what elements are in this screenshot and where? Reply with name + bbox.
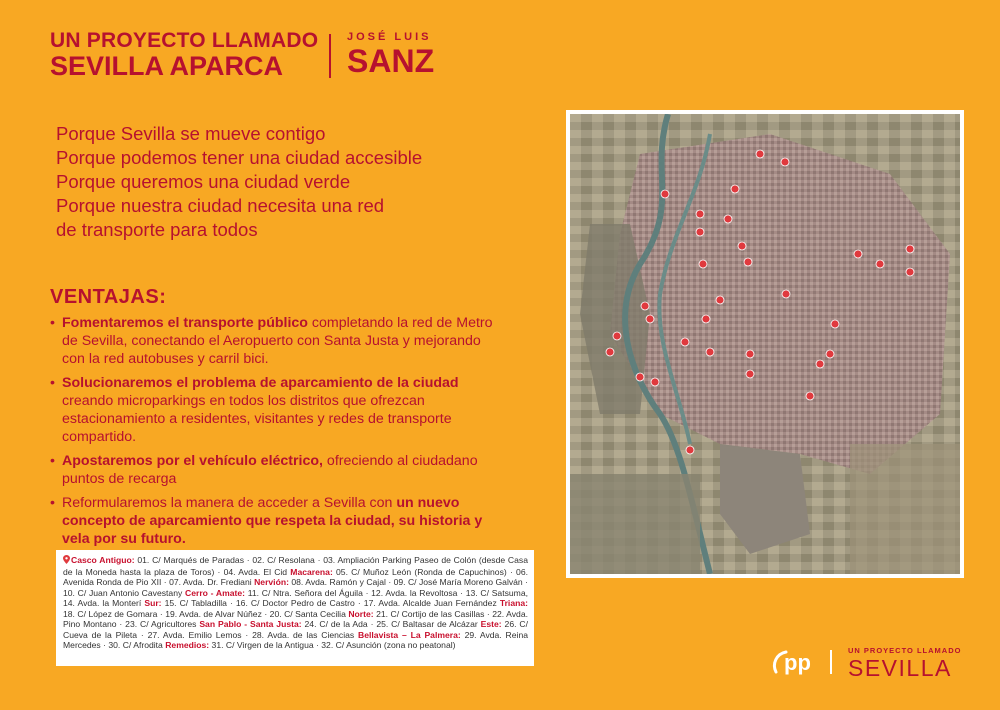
candidate-first-name: JOSÉ LUIS <box>347 31 432 43</box>
tagline-line: de transporte para todos <box>56 219 258 240</box>
district-addresses: 05. C/ Muñoz León (Ronda de Capuchinos) · 06. Avenida Ronda de Pio XII · 07. Avda. Dr. Frediani <box>63 566 528 587</box>
tagline-line: Porque podemos tener una ciudad accesible <box>56 147 423 168</box>
tagline-line: Porque Sevilla se mueve contigo <box>56 123 326 144</box>
ventajas-item-bold: Apostaremos por el vehículo eléctrico, <box>62 453 323 469</box>
district-label: Norte: <box>348 608 374 619</box>
ventajas-item-text: completando la red de Metro de Sevilla, conectando el Aeropuerto con Santa Justa y mejorando con la red autobuses y carril bici. <box>62 315 493 367</box>
ventajas-item: • Solucionaremos el problema de aparcamiento de la ciudad creando microparkings en todos los distritos que ofrezcan estacionamiento a residentes, visitantes y redes de transporte compartido. <box>50 375 459 445</box>
candidate-name <box>347 30 434 78</box>
district-addresses: 21. C/ Cortijo de las Casillas · 22. Avda. Pino Montano · 23. C/ Agricultores <box>63 608 528 629</box>
ventajas-item-text: Reformularemos la manera de acceder a Sevilla con <box>62 495 397 511</box>
district-addresses: 24. C/ de la Ada · 25. C/ Baltasar de Alcázar <box>301 619 481 629</box>
ventajas-item-bold: Fomentaremos el transporte público <box>62 315 308 331</box>
district-label: Remedios: <box>165 640 210 650</box>
district-label: Nervión: <box>254 577 289 587</box>
ventajas-item-text: creando microparkings en todos los distritos que ofrezcan estacionamiento a residentes, visitantes y redes de transporte compartido. <box>62 393 452 445</box>
campaign-title-line2: SEVILLA APARCA <box>50 51 284 81</box>
ventajas-item: • Reformularemos la manera de acceder a Sevilla con un nuevo concepto de aparcamiento que respeta la ciudad, su historia y vela por su futuro. <box>50 495 483 547</box>
district-addresses: 29. Avda. Reina Mercedes · 30. C/ Afrodita <box>63 629 528 650</box>
district-addresses: 18. C/ López de Gomara · 19. Avda. de Alvar Núñez · 20. C/ Santa Cecilia <box>63 608 349 619</box>
district-label: Este: <box>480 619 502 629</box>
city-map <box>566 110 964 578</box>
ventajas-item: • Fomentaremos el transporte público completando la red de Metro de Sevilla, conectando el Aeropuerto con Santa Justa y mejorando con la red autobuses y carril bici. <box>50 315 493 367</box>
ventajas-item-bold: un nuevo concepto de aparcamiento que respeta la ciudad, su historia y vela por su futuro. <box>62 495 483 547</box>
parking-address-list <box>56 550 534 666</box>
tagline-line: Porque queremos una ciudad verde <box>56 171 351 192</box>
campaign-title <box>50 29 319 81</box>
district-label: Bellavista – La Palmera: <box>358 629 461 640</box>
district-label: Sur: <box>144 598 162 608</box>
ventajas-title: VENTAJAS: <box>50 286 167 308</box>
pp-logo <box>770 646 820 683</box>
city-map-image <box>570 114 960 574</box>
district-addresses: 31. C/ Virgen de la Antigua · 32. C/ Asunción (zona no peatonal) <box>209 640 456 650</box>
ventajas-item: • Apostaremos por el vehículo eléctrico, ofreciendo al ciudadano puntos de recarga <box>50 453 478 487</box>
header-divider <box>329 34 331 78</box>
tagline-line: Porque nuestra ciudad necesita una red <box>56 195 385 216</box>
district-label: Cerro - Amate: <box>185 587 246 598</box>
ventajas-item-text: ofreciendo al ciudadano puntos de recarga <box>62 453 478 487</box>
footer <box>770 646 970 680</box>
district-label: San Pablo - Santa Justa: <box>199 619 302 629</box>
district-addresses: 11. C/ Ntra. Señora del Águila · 12. Avda. la Revoltosa · 13. C/ Satsuma, 14. Avda. la Monterí <box>63 587 528 608</box>
district-addresses: 15. C/ Tabladilla · 16. C/ Doctor Pedro de Castro · 17. Avda. Alcalde Juan Fernández <box>161 598 500 608</box>
district-label: Macarena: <box>290 566 333 577</box>
ventajas-item-bold: Solucionaremos el problema de aparcamiento de la ciudad <box>62 375 459 391</box>
ventajas-list <box>50 314 506 554</box>
campaign-title-line1: UN PROYECTO LLAMADO <box>50 29 319 52</box>
district-addresses: 01. C/ Marqués de Paradas · 02. C/ Resolana · 03. Ampliación Parking Paseo de Colón (desde Casa de la Moneda hasta la plaza de Toros) · 04. Avda. El Cid <box>63 555 528 577</box>
district-label: Casco Antiguo: <box>71 555 135 565</box>
footer-brand-big: SEVILLA <box>848 655 952 681</box>
district-addresses: 26. C/ Cueva de la Pileta · 27. Avda. Emilio Lemos · 28. Avda. de las Ciencias <box>63 619 528 640</box>
pp-logo-text: pp <box>784 650 811 675</box>
location-pin-icon <box>63 555 70 567</box>
tagline <box>56 122 536 242</box>
footer-brand <box>848 646 961 681</box>
district-label: Triana: <box>499 598 528 608</box>
footer-divider <box>830 650 832 674</box>
footer-brand-small: UN PROYECTO LLAMADO <box>848 646 962 655</box>
pp-logo-icon <box>770 646 820 678</box>
candidate-last-name: SANZ <box>347 43 435 79</box>
district-addresses: 08. Avda. Ramón y Cajal · 09. C/ José María Moreno Galván · 10. C/ Juan Antonio Cavestany <box>63 577 528 598</box>
